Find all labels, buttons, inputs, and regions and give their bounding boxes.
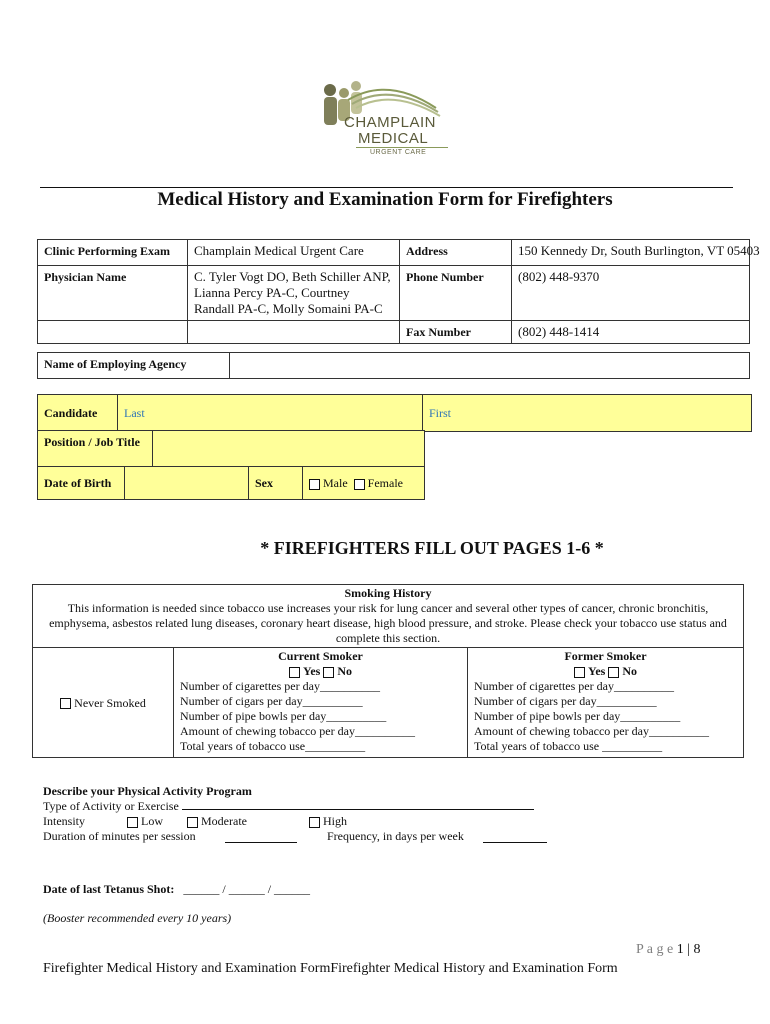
page-current: 1 xyxy=(676,942,684,957)
physician-label: Physician Name xyxy=(38,266,188,321)
tetanus-row xyxy=(43,882,310,897)
fax-label: Fax Number xyxy=(400,321,512,344)
never-smoked-checkbox[interactable] xyxy=(60,698,71,709)
current-smoker-cell xyxy=(174,648,468,758)
tetanus-label: Date of last Tetanus Shot: xyxy=(43,882,175,896)
former-yes-no xyxy=(474,664,737,679)
smoking-header-cell xyxy=(33,585,744,648)
activity-section xyxy=(43,784,743,844)
current-yes-checkbox[interactable] xyxy=(289,667,300,678)
logo-name-2: MEDICAL xyxy=(358,130,429,147)
never-smoked-cell xyxy=(33,648,174,758)
moderate-checkbox[interactable] xyxy=(187,817,198,828)
agency-input[interactable] xyxy=(230,353,750,379)
male-checkbox[interactable] xyxy=(309,479,320,490)
activity-type-label: Type of Activity or Exercise xyxy=(43,799,179,813)
moderate-label: Moderate xyxy=(201,814,247,828)
smoking-table xyxy=(32,584,744,758)
former-no-label: No xyxy=(622,664,637,678)
male-label: Male xyxy=(323,476,348,490)
former-yes-label: Yes xyxy=(587,664,606,678)
dob-table xyxy=(37,466,425,500)
sex-label: Sex xyxy=(249,467,303,500)
clinic-info-table xyxy=(37,239,760,344)
fax-value: (802) 448-1414 xyxy=(512,321,750,344)
page-separator: | xyxy=(687,942,691,957)
sex-options xyxy=(303,467,425,500)
physician-value: C. Tyler Vogt DO, Beth Schiller ANP, Lianna Percy PA-C, Courtney Randall PA-C, Molly Somaini PA-C xyxy=(188,266,400,321)
high-label: High xyxy=(323,814,347,828)
intensity-label: Intensity xyxy=(43,814,85,828)
former-yes-checkbox[interactable] xyxy=(574,667,585,678)
current-no-label: No xyxy=(337,664,352,678)
clinic-exam-value: Champlain Medical Urgent Care xyxy=(188,240,400,266)
current-item: Number of pipe bowls per day__________ xyxy=(180,709,387,723)
phone-label: Phone Number xyxy=(400,266,512,321)
current-item: Number of cigars per day__________ xyxy=(180,694,363,708)
dob-input[interactable] xyxy=(125,467,249,500)
clinic-exam-label: Clinic Performing Exam xyxy=(38,240,188,266)
smoking-intro: This information is needed since tobacco use increases your risk for lung cancer and several other types of cancer, chronic bronchitis, emphysema, asbestos related lung diseases, coronary heart disease, high blood pressure, and stroke. Please check your tobacco use status and complete this section. xyxy=(49,601,727,645)
blank-cell[interactable] xyxy=(38,321,188,344)
current-yes-no xyxy=(180,664,461,679)
former-item: Number of pipe bowls per day__________ xyxy=(474,709,681,723)
current-yes-label: Yes xyxy=(302,664,321,678)
low-label: Low xyxy=(141,814,163,828)
current-item: Total years of tobacco use__________ xyxy=(180,739,366,753)
former-smoker-title: Former Smoker xyxy=(564,649,647,663)
current-item: Amount of chewing tobacco per day__________ xyxy=(180,724,415,738)
logo-tagline: URGENT CARE xyxy=(370,149,427,156)
address-label: Address xyxy=(400,240,512,266)
first-name-input[interactable]: First xyxy=(423,395,752,432)
current-smoker-title: Current Smoker xyxy=(278,649,363,663)
duration-row xyxy=(43,829,743,844)
smoking-title: Smoking History xyxy=(344,586,432,600)
running-footer: Firefighter Medical History and Examination FormFirefighter Medical History and Examination Form xyxy=(43,961,618,976)
intensity-row xyxy=(43,814,743,829)
title-rule xyxy=(40,187,733,188)
clinic-logo xyxy=(318,80,458,162)
logo-name: CHAMPLAIN xyxy=(344,114,437,131)
former-smoker-cell xyxy=(468,648,744,758)
candidate-table xyxy=(37,394,752,432)
tetanus-date-input[interactable]: ______ / ______ / ______ xyxy=(183,882,311,896)
female-label: Female xyxy=(367,476,403,490)
page-number xyxy=(636,942,701,958)
dob-label: Date of Birth xyxy=(38,467,125,500)
agency-label: Name of Employing Agency xyxy=(38,353,230,379)
agency-table xyxy=(37,352,750,379)
current-item: Number of cigarettes per day__________ xyxy=(180,679,380,693)
high-checkbox[interactable] xyxy=(309,817,320,828)
former-item: Total years of tobacco use __________ xyxy=(474,739,663,753)
candidate-label: Candidate xyxy=(38,395,118,432)
frequency-label: Frequency, in days per week xyxy=(327,829,464,843)
former-item: Number of cigarettes per day__________ xyxy=(474,679,674,693)
page-title: Medical History and Examination Form for Firefighters xyxy=(157,189,613,210)
duration-input[interactable] xyxy=(225,829,297,843)
page-total: 8 xyxy=(693,942,701,957)
blank-cell[interactable] xyxy=(188,321,400,344)
former-no-checkbox[interactable] xyxy=(608,667,619,678)
position-label: Position / Job Title xyxy=(38,431,153,467)
activity-type-row xyxy=(43,799,743,814)
former-item: Amount of chewing tobacco per day__________ xyxy=(474,724,709,738)
never-smoked-label: Never Smoked xyxy=(74,695,146,710)
activity-title: Describe your Physical Activity Program xyxy=(43,784,252,798)
current-no-checkbox[interactable] xyxy=(323,667,334,678)
female-checkbox[interactable] xyxy=(354,479,365,490)
tetanus-note: (Booster recommended every 10 years) xyxy=(43,911,232,925)
duration-label: Duration of minutes per session xyxy=(43,829,196,843)
former-item: Number of cigars per day__________ xyxy=(474,694,657,708)
phone-value: (802) 448-9370 xyxy=(512,266,750,321)
activity-type-input[interactable] xyxy=(182,809,534,810)
low-checkbox[interactable] xyxy=(127,817,138,828)
fill-out-banner: * FIREFIGHTERS FILL OUT PAGES 1-6 * xyxy=(260,538,604,558)
position-table xyxy=(37,430,425,467)
position-input[interactable] xyxy=(153,431,425,467)
frequency-input[interactable] xyxy=(483,829,547,843)
address-value: 150 Kennedy Dr, South Burlington, VT 05403 xyxy=(512,240,750,266)
last-name-input[interactable]: Last xyxy=(118,395,423,432)
page-word: P a g e xyxy=(636,942,674,957)
